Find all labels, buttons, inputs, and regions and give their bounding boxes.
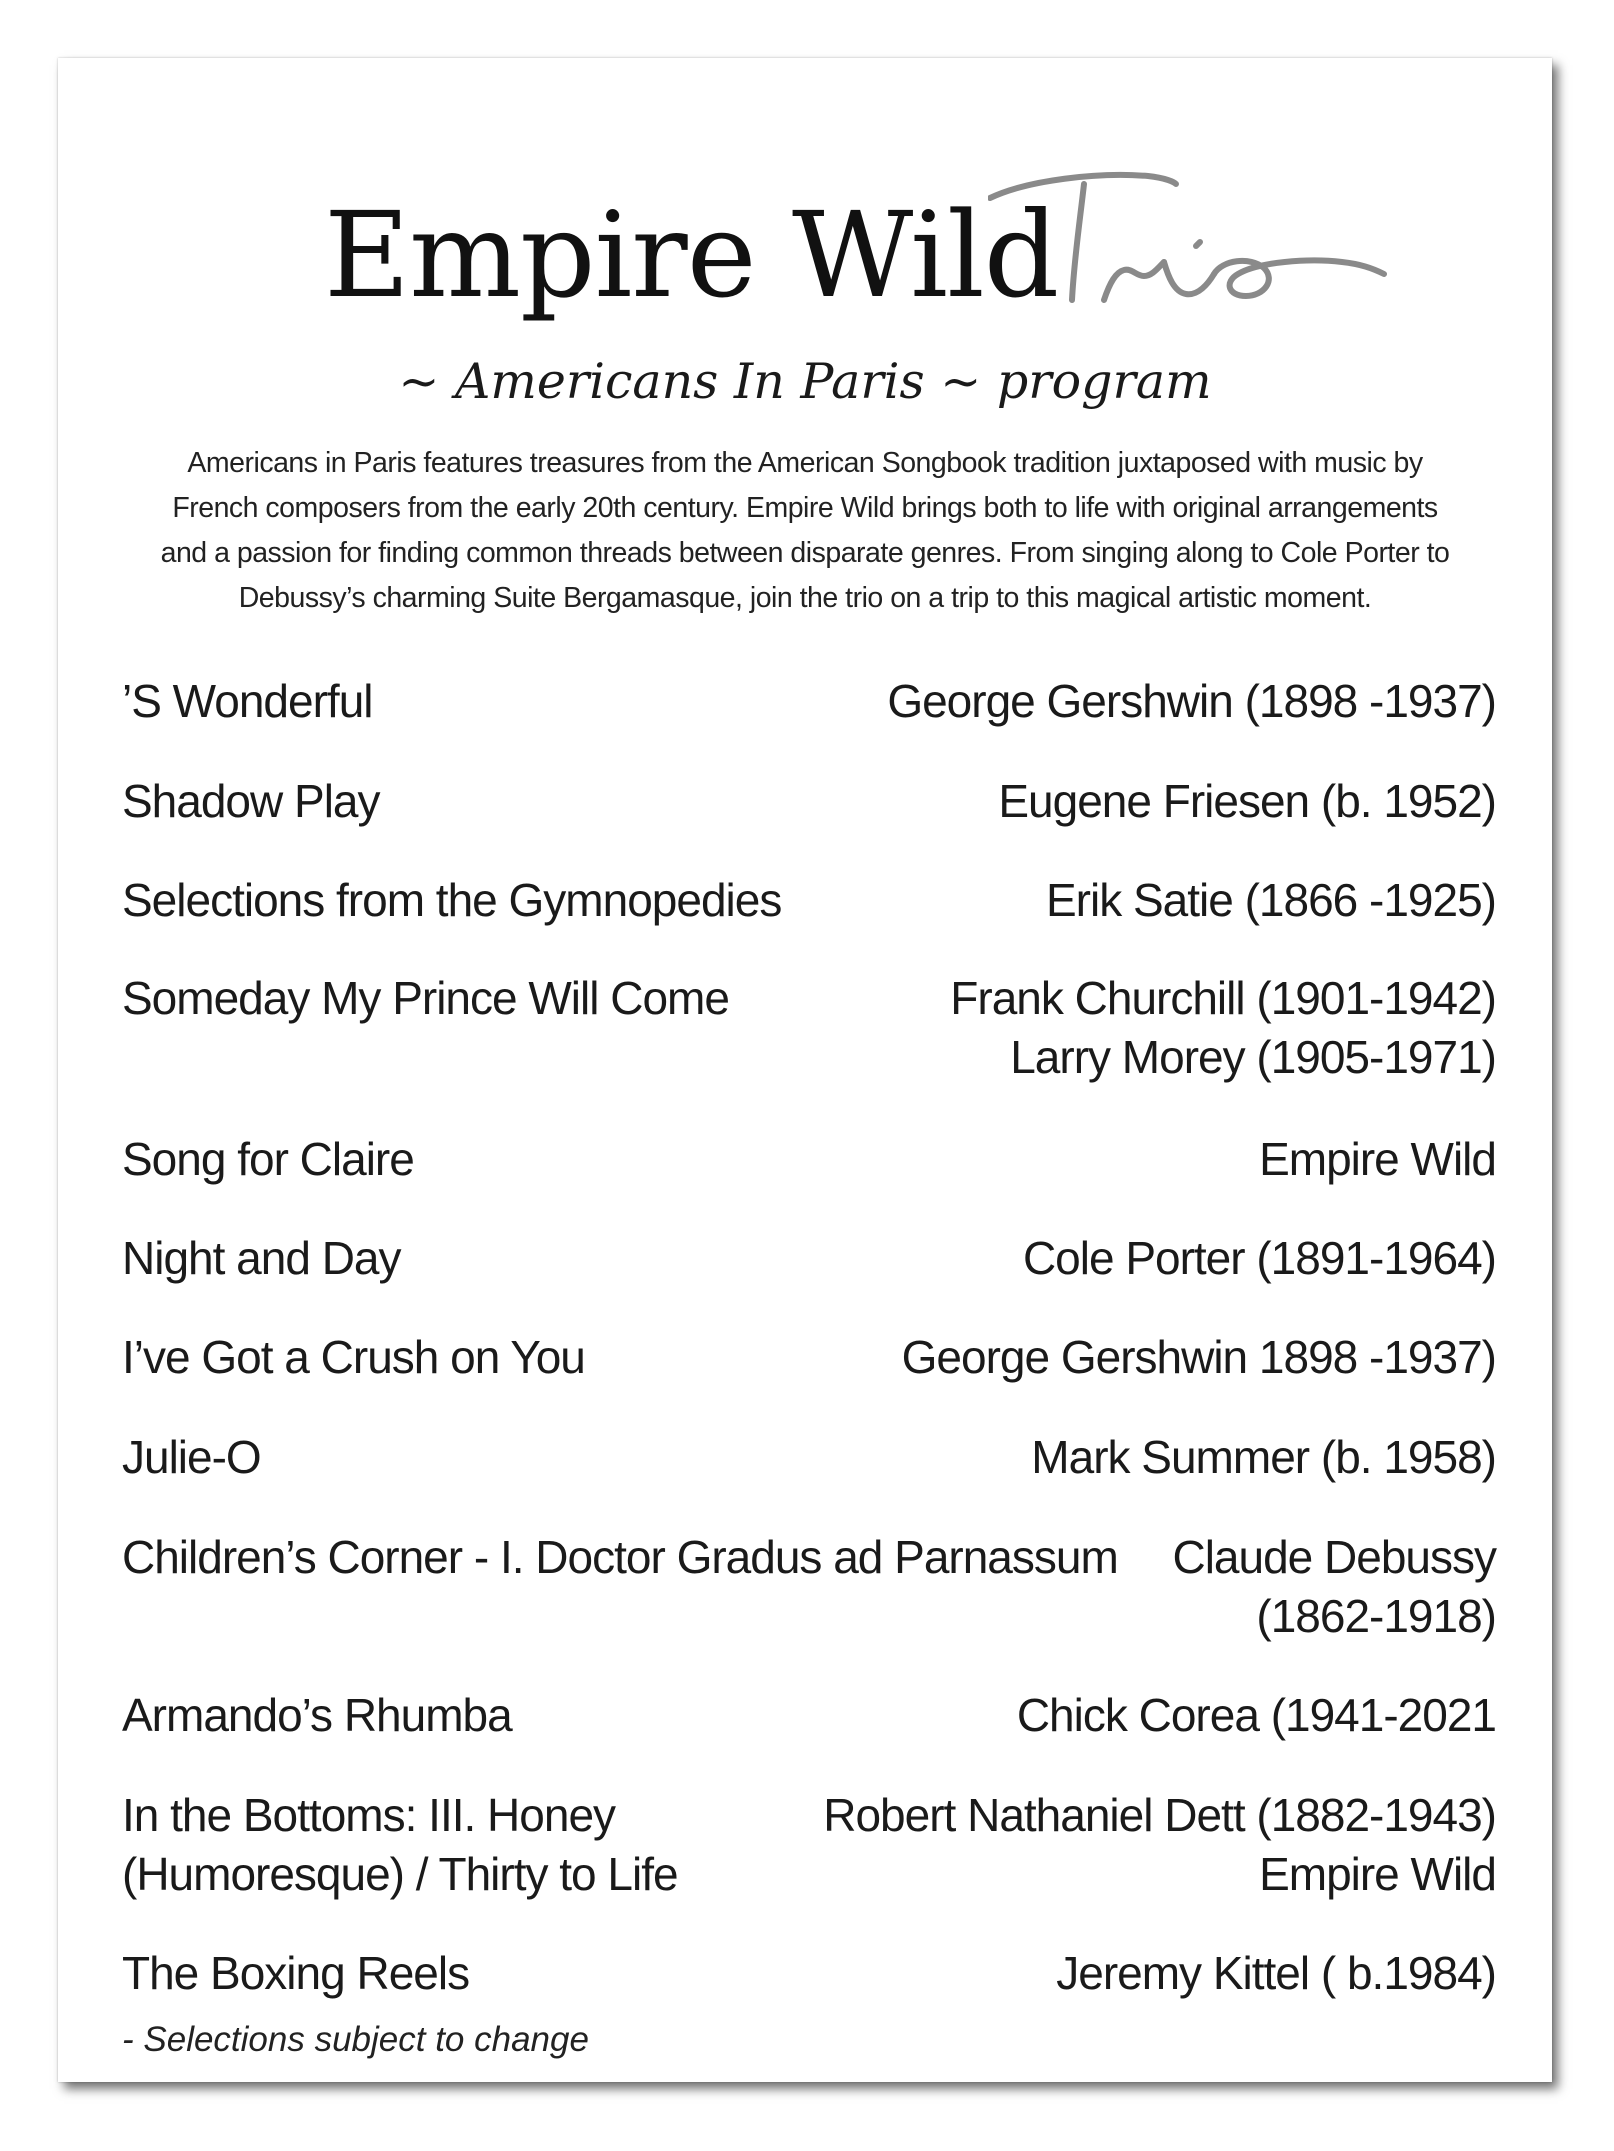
composer-name: Empire Wild xyxy=(1259,1133,1496,1185)
description-line: Debussy’s charming Suite Bergamasque, join the trio on a trip to this magical artistic moment. xyxy=(238,582,1372,614)
description-line: Americans in Paris features treasures from the American Songbook tradition juxtaposed with music by xyxy=(187,447,1423,479)
piece-title: ’S Wonderful xyxy=(122,675,373,727)
title-main: Empire Wild xyxy=(324,186,1059,324)
piece-title: The Boxing Reels xyxy=(122,1947,470,1999)
composer-name: Frank Churchill (1901-1942) Larry Morey (1905-1971) xyxy=(950,972,1496,1083)
composer-name: George Gershwin (1898 -1937) xyxy=(887,675,1496,727)
composer-name: George Gershwin 1898 -1937) xyxy=(901,1331,1496,1383)
composer-name: Eugene Friesen (b. 1952) xyxy=(998,775,1496,827)
piece-title: In the Bottoms: III. Honey (Humoresque) / Thirty to Life xyxy=(122,1789,678,1900)
piece-title: Children’s Corner - I. Doctor Gradus ad Parnassum xyxy=(122,1531,1118,1583)
piece-title: Armando’s Rhumba xyxy=(122,1689,512,1741)
piece-title: Someday My Prince Will Come xyxy=(122,972,729,1024)
composer-name: Erik Satie (1866 -1925) xyxy=(1045,874,1496,926)
piece-title: Selections from the Gymnopedies xyxy=(122,874,782,926)
piece-title: Night and Day xyxy=(122,1232,401,1284)
composer-name: Jeremy Kittel ( b.1984) xyxy=(1056,1947,1496,1999)
piece-title: Song for Claire xyxy=(122,1133,414,1185)
selections-note: - Selections subject to change xyxy=(122,2020,589,2059)
description-line: French composers from the early 20th century. Empire Wild brings both to life with original arrangements xyxy=(172,492,1438,524)
piece-title: Shadow Play xyxy=(122,775,380,827)
composer-name: Cole Porter (1891-1964) xyxy=(1022,1232,1496,1284)
piece-title: I’ve Got a Crush on You xyxy=(122,1331,585,1383)
composer-name: Robert Nathaniel Dett (1882-1943) Empire Wild xyxy=(823,1789,1496,1900)
program-subtitle: ~ Americans In Paris ~ program xyxy=(398,353,1212,410)
composer-name: Mark Summer (b. 1958) xyxy=(1031,1431,1496,1483)
program-sheet xyxy=(58,58,1552,2082)
description-line: and a passion for finding common threads between disparate genres. From singing along to Cole Porter to xyxy=(160,537,1450,569)
composer-name: Chick Corea (1941-2021 xyxy=(1016,1689,1496,1741)
program-list xyxy=(122,58,1496,2082)
piece-title: Julie-O xyxy=(122,1431,261,1483)
composer-name: Claude Debussy (1862-1918) xyxy=(1172,1531,1496,1642)
